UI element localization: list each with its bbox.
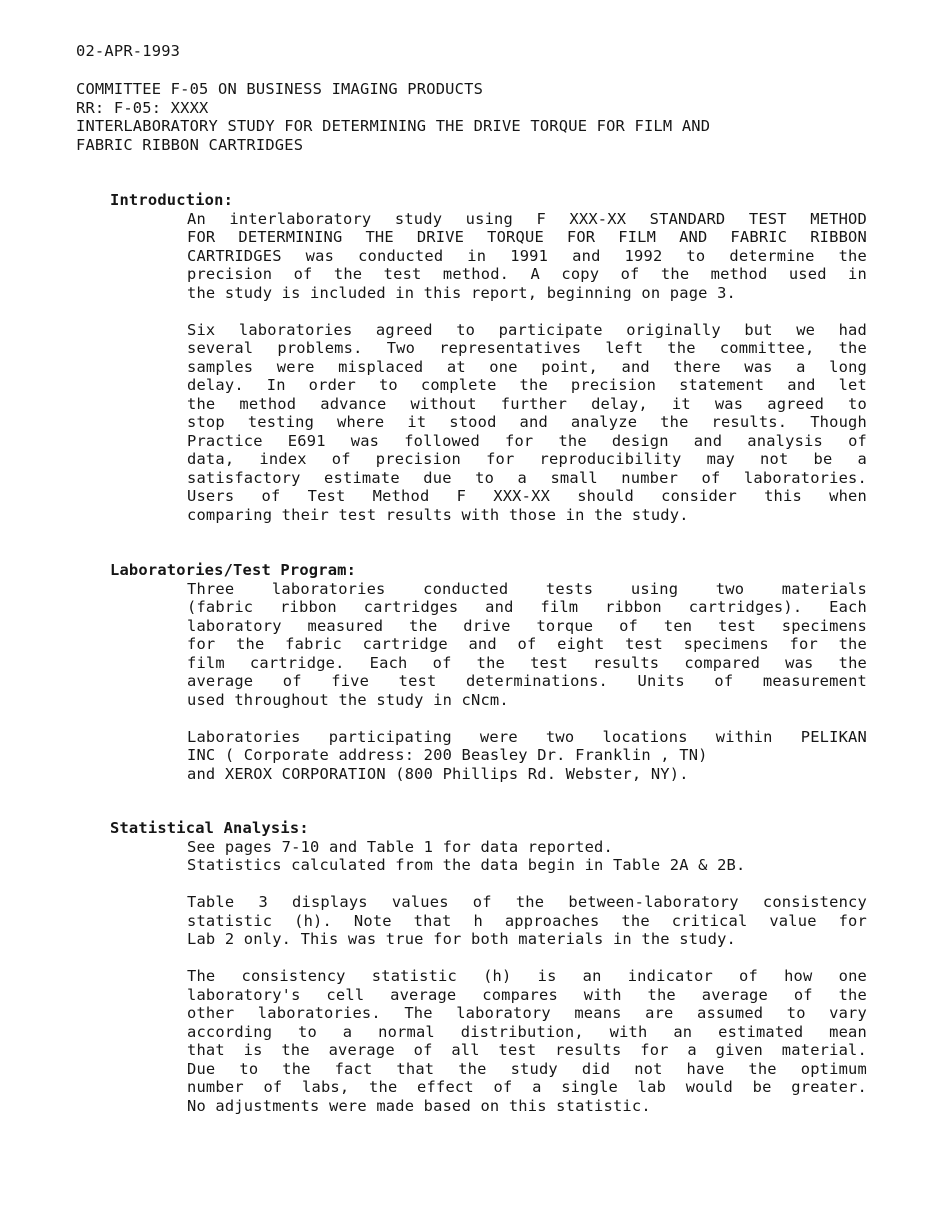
text-line: film cartridge. Each of the test results compared was the [187, 653, 867, 672]
section-title-laboratories: Laboratories/Test Program: [110, 561, 357, 579]
text-line: and XEROX CORPORATION (800 Phillips Rd. Webster, NY). [187, 764, 689, 783]
paragraph [187, 967, 867, 1115]
text-line: used throughout the study in cNcm. [187, 690, 509, 709]
text-line: INC ( Corporate address: 200 Beasley Dr. Franklin , TN) [187, 746, 708, 764]
text-line: An interlaboratory study using F XXX-XX STANDARD TEST METHOD [187, 209, 867, 228]
text-line: Due to the fact that the study did not have the optimum [187, 1059, 867, 1078]
text-line: Three laboratories conducted tests using two materials [187, 579, 867, 598]
text-line: Lab 2 only. This was true for both materials in the study. [187, 930, 737, 948]
section-introduction [110, 191, 890, 543]
text-line: laboratory's cell average compares with the average of the [187, 985, 867, 1004]
text-line: Six laboratories agreed to participate originally but we had [187, 320, 867, 339]
text-line: number of labs, the effect of a single lab would be greater. [187, 1078, 867, 1096]
text-line: Practice E691 was followed for the design and analysis of [187, 431, 867, 450]
header-committee: COMMITTEE F-05 ON BUSINESS IMAGING PRODUCTS [76, 80, 484, 98]
section-body-statistical-analysis [187, 838, 867, 1116]
text-line: that is the average of all test results for a given material. [187, 1041, 867, 1059]
section-laboratories [110, 561, 890, 802]
text-line: delay. In order to complete the precision statement and let [187, 376, 867, 394]
section-body-introduction [187, 210, 867, 525]
text-line: data, index of precision for reproducibility may not be a [187, 450, 867, 468]
header-title-line-2: FABRIC RIBBON CARTRIDGES [76, 135, 304, 154]
text-line: Table 3 displays values of the between-laboratory consistency [187, 893, 867, 911]
text-line: FOR DETERMINING THE DRIVE TORQUE FOR FILM AND FABRIC RIBBON [187, 228, 867, 246]
header-report-number: RR: F-05: XXXX [76, 98, 209, 117]
document-date: 02-APR-1993 [76, 42, 181, 60]
text-line: laboratory measured the drive torque of ten test specimens [187, 616, 867, 635]
section-statistical-analysis [110, 819, 890, 1134]
header-title-line-1: INTERLABORATORY STUDY FOR DETERMINING THE DRIVE TORQUE FOR FILM AND [76, 117, 711, 135]
text-line: several problems. Two representatives left the committee, the [187, 339, 867, 357]
section-title-statistical-analysis: Statistical Analysis: [110, 819, 309, 837]
text-line: satisfactory estimate due to a small number of laboratories. [187, 468, 867, 487]
text-line: (fabric ribbon cartridges and film ribbon cartridges). Each [187, 598, 867, 616]
section-body-laboratories [187, 580, 867, 784]
text-line: the method advance without further delay, it was agreed to [187, 394, 867, 413]
text-line: Statistics calculated from the data begin in Table 2A & 2B. [187, 856, 746, 874]
text-line: stop testing where it stood and analyze the results. Though [187, 413, 867, 431]
text-line: See pages 7-10 and Table 1 for data reported. [187, 837, 613, 856]
text-line: precision of the test method. A copy of the method used in [187, 265, 867, 283]
text-line: the study is included in this report, beginning on page 3. [187, 283, 737, 302]
document-header [76, 80, 710, 154]
text-line: Users of Test Method F XXX-XX should consider this when [187, 487, 867, 505]
text-line: samples were misplaced at one point, and there was a long [187, 357, 867, 376]
text-line: according to a normal distribution, with an estimated mean [187, 1022, 867, 1041]
paragraph [187, 728, 867, 784]
paragraph [187, 580, 867, 710]
text-line: The consistency statistic (h) is an indicator of how one [187, 967, 867, 985]
text-line: Laboratories participating were two locations within PELIKAN [187, 727, 867, 746]
text-line: No adjustments were made based on this statistic. [187, 1096, 651, 1115]
section-title-introduction: Introduction: [110, 191, 234, 209]
text-line: comparing their test results with those in the study. [187, 505, 689, 524]
text-line: for the fabric cartridge and of eight test specimens for the [187, 635, 867, 653]
text-line: other laboratories. The laboratory means are assumed to vary [187, 1004, 867, 1022]
paragraph [187, 210, 867, 303]
paragraph [187, 321, 867, 525]
paragraph [187, 893, 867, 949]
text-line: CARTRIDGES was conducted in 1991 and 1992 to determine the [187, 246, 867, 265]
text-line: average of five test determinations. Units of measurement [187, 672, 867, 690]
paragraph [187, 838, 867, 875]
text-line: statistic (h). Note that h approaches the critical value for [187, 911, 867, 930]
